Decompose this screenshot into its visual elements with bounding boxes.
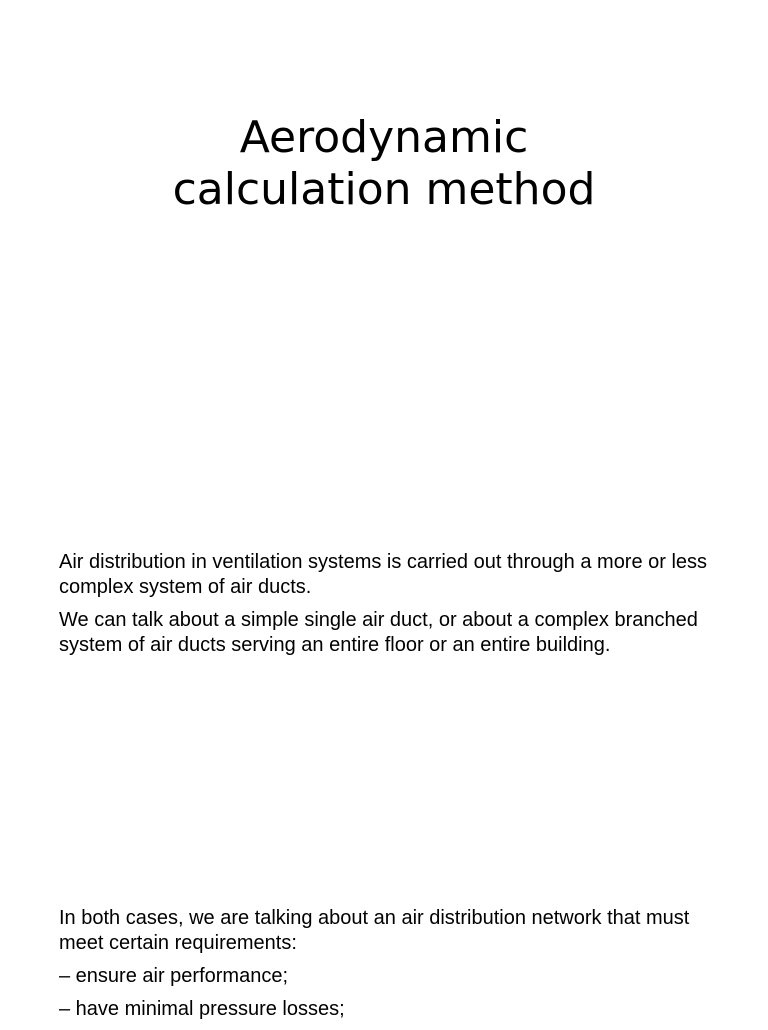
paragraph-air-distribution: Air distribution in ventilation systems is carried out through a more or less complex system of air ducts. [59,551,708,598]
list-item: – have minimal pressure losses; [59,998,345,1020]
intro-section [59,550,719,666]
list-item: – ensure air performance; [59,965,289,987]
paragraph-duct-types: We can talk about a simple single air duct, or about a complex branched system of air ducts serving an entire floor or an entire building. [59,609,698,656]
title-line-1: Aerodynamic [239,112,529,163]
title-line-2: calculation method [172,164,596,215]
requirements-section [59,906,719,1030]
paragraph-requirements-intro: In both cases, we are talking about an air distribution network that must meet certain requirements: [59,907,690,954]
page-title [0,112,768,216]
